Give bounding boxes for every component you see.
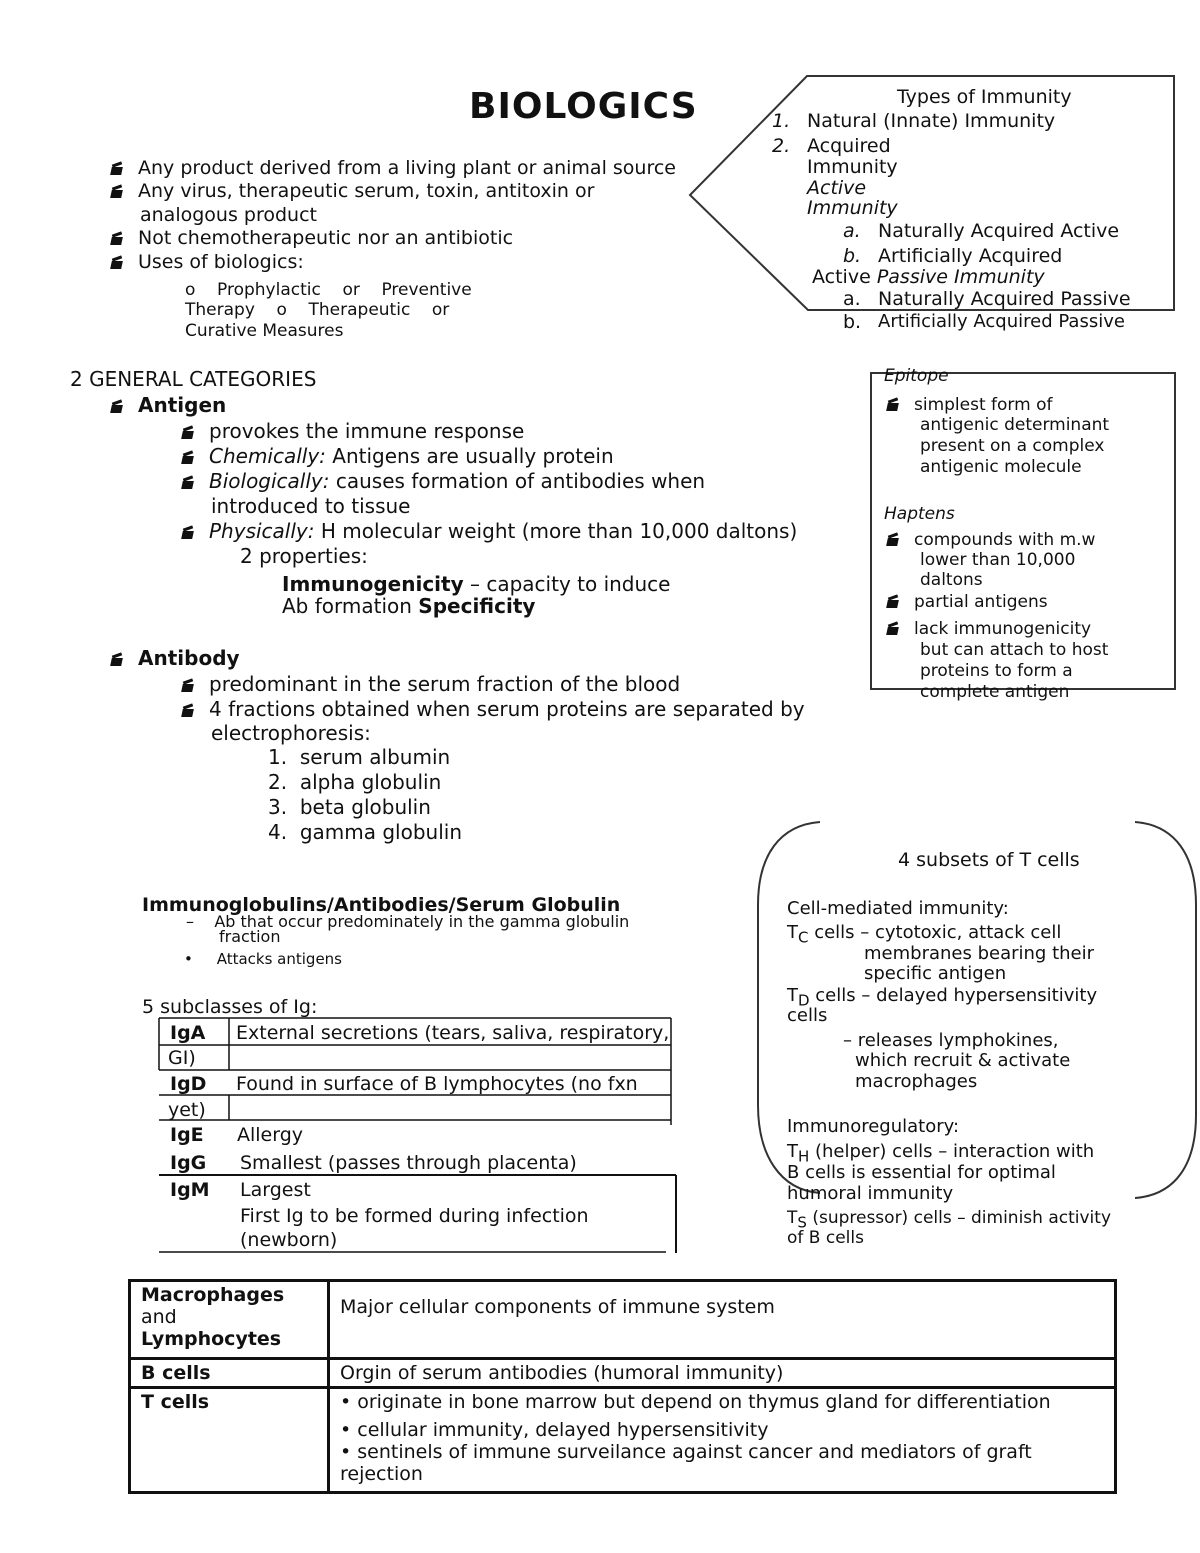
- intro-bullet-3: Not chemotherapeutic nor an antibiotic: [110, 227, 513, 249]
- immunoglobulins-heading: Immunoglobulins/Antibodies/Serum Globulin: [142, 894, 621, 916]
- bullet-icon: [886, 596, 900, 608]
- bullet-icon: [110, 654, 124, 666]
- immunity-num-2: 2.: [772, 135, 791, 157]
- bullet-icon: [110, 186, 124, 198]
- tcell-bullet: • sentinels of immune surveilance against cancer and mediators of graft: [340, 1441, 1032, 1463]
- immunity-natural: Natural (Innate) Immunity: [807, 110, 1056, 132]
- haptens-line-3d: complete antigen: [920, 682, 1070, 702]
- antibody-fractions: 4 fractions obtained when serum proteins are separated by: [181, 698, 805, 720]
- ig-desc: Largest: [240, 1179, 311, 1201]
- haptens-line-1c: daltons: [920, 570, 983, 590]
- epitope-heading: Epitope: [884, 366, 949, 386]
- passive-immunity-line: Active Passive Immunity: [812, 266, 1045, 288]
- ig-desc: Found in surface of B lymphocytes (no fxn: [236, 1073, 638, 1095]
- bullet-icon: [181, 477, 195, 489]
- bullet-icon: [110, 401, 124, 413]
- ig-desc-cont: (newborn): [240, 1229, 338, 1251]
- antigen-provokes: provokes the immune response: [181, 420, 524, 442]
- antibody-heading: Antibody: [110, 647, 240, 669]
- ig-name: IgD: [170, 1073, 207, 1095]
- immunogenicity-line: Immunogenicity – capacity to induce: [282, 572, 671, 596]
- immunity-num-1: 1.: [772, 110, 791, 132]
- fraction-item: 2. alpha globulin: [268, 770, 442, 794]
- ts-cells-cont: of B cells: [787, 1228, 864, 1248]
- antigen-chemically: Chemically: Antigens are usually protein: [181, 445, 614, 467]
- table-row: [130, 1359, 1116, 1388]
- td-cells-line: $T_D$ cells – delayed hypersensitivity: [787, 985, 1098, 1010]
- ig-desc: Allergy: [237, 1124, 304, 1146]
- haptens-line-3: lack immunogenicity: [886, 618, 1091, 640]
- th-cells-cont-2: humoral immunity: [787, 1183, 954, 1204]
- active-artificial: Artificially Acquired: [878, 245, 1063, 267]
- dot-icon: •: [340, 1441, 358, 1463]
- table-cell-desc: Orgin of serum antibodies (humoral immunity): [329, 1359, 1116, 1388]
- bullet-icon: [886, 623, 900, 635]
- antibody-predominant: predominant in the serum fraction of the blood: [181, 673, 680, 695]
- intro-bullet-1: Any product derived from a living plant or animal source: [110, 157, 676, 179]
- immunity-acquired: Acquired: [807, 135, 891, 157]
- passive-a-letter: a.: [843, 288, 861, 310]
- epitope-line-1: simplest form of: [886, 394, 1052, 416]
- table-row: [130, 1388, 1116, 1493]
- ig-name: IgA: [170, 1022, 206, 1044]
- antibody-fractions-cont: electrophoresis:: [211, 721, 371, 745]
- bullet-icon: [110, 163, 124, 175]
- dot-icon: •: [184, 950, 217, 968]
- fraction-item: 1. serum albumin: [268, 745, 451, 769]
- dash-icon: –: [186, 912, 215, 931]
- dot-icon: •: [340, 1391, 358, 1413]
- haptens-heading: Haptens: [884, 504, 955, 524]
- antigen-heading: Antigen: [110, 394, 226, 416]
- bullet-icon: [181, 427, 195, 439]
- dot-icon: •: [340, 1419, 358, 1441]
- epitope-line-4: antigenic molecule: [920, 457, 1082, 477]
- epitope-line-3: present on a complex: [920, 436, 1105, 456]
- table-cell-label: T cells: [130, 1388, 329, 1493]
- ig-desc: Smallest (passes through placenta): [240, 1152, 577, 1174]
- antigen-biologically-cont: introduced to tissue: [211, 494, 411, 518]
- ig-desc-1: – Ab that occur predominately in the gamma globulin: [186, 912, 630, 931]
- fraction-item: 4. gamma globulin: [268, 820, 462, 844]
- tcells-heading: 4 subsets of T cells: [898, 849, 1080, 871]
- tcell-bullet: • originate in bone marrow but depend on thymus gland for differentiation: [340, 1391, 1051, 1413]
- td-cells-cont-3: which recruit & activate: [855, 1050, 1071, 1071]
- table-cell-desc: Major cellular components of immune system: [329, 1281, 1116, 1359]
- specificity-line: Ab formation Specificity: [282, 594, 536, 618]
- tc-cells-cont-2: specific antigen: [864, 963, 1007, 984]
- antigen-physically: Physically: H molecular weight (more than 10,000 daltons): [181, 520, 797, 542]
- intro-bullet-2: Any virus, therapeutic serum, toxin, antitoxin or: [110, 180, 594, 202]
- ts-cells-line: $T_S$ (supressor) cells – diminish activity: [787, 1208, 1112, 1232]
- bullet-icon: [181, 527, 195, 539]
- uses-line-1: o Prophylactic or Preventive: [185, 280, 472, 300]
- ig-desc-cont: First Ig to be formed during infection: [240, 1205, 589, 1227]
- tc-cells-line: $T_C$ cells – cytotoxic, attack cell: [787, 922, 1062, 947]
- epitope-line-2: antigenic determinant: [920, 415, 1110, 435]
- ig-desc-cont: GI): [168, 1047, 196, 1069]
- passive-artificial: Artificially Acquired Passive: [878, 311, 1125, 332]
- immunoregulatory-label: Immunoregulatory:: [787, 1116, 960, 1137]
- intro-bullet-2-cont: analogous product: [140, 204, 317, 226]
- active-immunity-label: Active: [807, 177, 867, 199]
- td-cells-cont-4: macrophages: [855, 1071, 978, 1092]
- passive-natural: Naturally Acquired Passive: [878, 288, 1131, 310]
- haptens-line-3c: proteins to form a: [920, 661, 1073, 681]
- tc-cells-cont-1: membranes bearing their: [864, 943, 1095, 964]
- haptens-line-2: partial antigens: [886, 591, 1048, 613]
- ig-name: IgE: [170, 1124, 204, 1146]
- haptens-line-3b: but can attach to host: [920, 640, 1109, 660]
- table-row: [130, 1281, 1116, 1359]
- ig-desc: External secretions (tears, saliva, respiratory,: [236, 1022, 670, 1044]
- haptens-line-1b: lower than 10,000: [920, 550, 1076, 570]
- fraction-item: 3. beta globulin: [268, 795, 431, 819]
- td-cells-cont-2: – releases lymphokines,: [843, 1030, 1059, 1051]
- immunity-acquired-cont: Immunity: [807, 156, 898, 178]
- ig-name: IgM: [170, 1179, 210, 1201]
- haptens-line-1: compounds with m.w: [886, 529, 1095, 551]
- intro-bullet-4: Uses of biologics:: [110, 251, 304, 273]
- bullet-icon: [181, 680, 195, 692]
- active-immunity-label-cont: Immunity: [807, 197, 898, 219]
- bullet-icon: [181, 705, 195, 717]
- page-title: BIOLOGICS: [469, 86, 698, 127]
- uses-line-3: Curative Measures: [185, 321, 344, 341]
- categories-heading: 2 GENERAL CATEGORIES: [70, 367, 317, 391]
- cell-mediated-label: Cell-mediated immunity:: [787, 898, 1009, 919]
- ig-desc-cont: yet): [168, 1099, 206, 1121]
- table-cell-label: B cells: [130, 1359, 329, 1388]
- tcell-bullet: • cellular immunity, delayed hypersensitivity: [340, 1419, 769, 1441]
- tcell-bullet-cont: rejection: [340, 1463, 423, 1485]
- ig-desc-1-cont: fraction: [219, 927, 281, 946]
- ig-desc-2: • Attacks antigens: [184, 950, 342, 968]
- th-cells-cont-1: B cells is essential for optimal: [787, 1162, 1056, 1183]
- bullet-icon: [181, 452, 195, 464]
- table-cell-label: Macrophages and Lymphocytes: [130, 1281, 329, 1359]
- active-b-letter: b.: [843, 245, 862, 267]
- bullet-icon: [110, 233, 124, 245]
- antigen-properties: 2 properties:: [240, 544, 368, 568]
- bullet-icon: [886, 399, 900, 411]
- uses-line-2: Therapy o Therapeutic or: [185, 300, 450, 320]
- active-natural: Naturally Acquired Active: [878, 220, 1120, 242]
- bullet-icon: [110, 257, 124, 269]
- bullet-icon: [886, 534, 900, 546]
- cells-table: [128, 1279, 1117, 1494]
- th-cells-line: $T_H$ (helper) cells – interaction with: [787, 1141, 1095, 1166]
- ig-name: IgG: [170, 1152, 207, 1174]
- immunity-heading: Types of Immunity: [897, 86, 1072, 108]
- active-a-letter: a.: [843, 220, 861, 242]
- antigen-biologically: Biologically: causes formation of antibodies when: [181, 470, 705, 492]
- td-cells-cont-1: cells: [787, 1005, 828, 1026]
- table-cell-desc: [329, 1388, 1116, 1493]
- passive-b-letter: b.: [843, 311, 862, 333]
- subclasses-label: 5 subclasses of Ig:: [142, 996, 318, 1018]
